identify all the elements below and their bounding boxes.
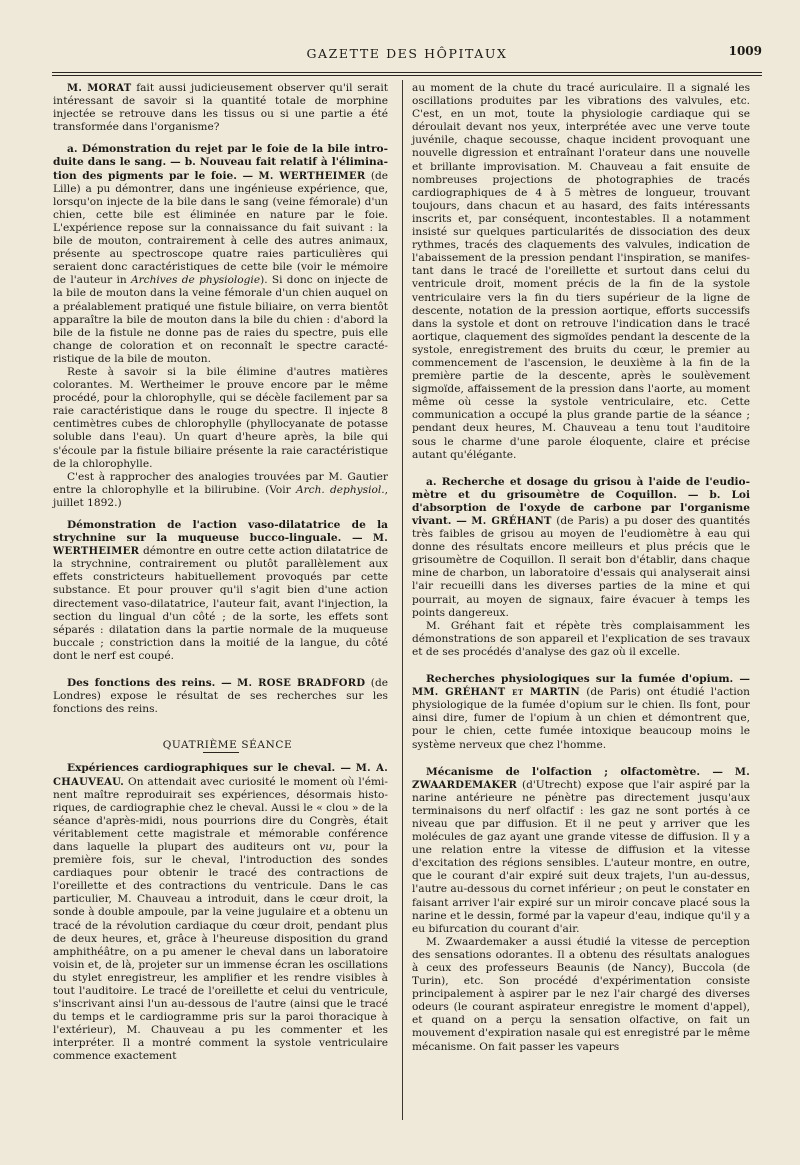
- section-heading: Mécanisme de l'olfaction ; olfactomètre. —: [426, 765, 723, 778]
- author-name: M. GRÉHANT: [471, 516, 552, 527]
- paragraph-zwaardemaker-perception: M. Zwaardemaker a aussi étudié la vitesse de perception des sensations odorantes. Il a obtenu des résultats analogues à ceux des professeurs Beaunis (de Nancy), Buccola (de Turin), etc. Son procédé d'expérimentation consiste principalement à aspirer par le nez l'air chargé des diverses odeurs (le courant aspirateur enregistre le moment d'appel), et quand on a perçu la sensation olfactive, on fait un mouvement d'expiration nasale qui est enregistré par le même mécanisme. On fait passer les vapeurs: [412, 935, 750, 1053]
- paragraph-grisou: a. Recherche et dosage du grisou à l'aide de l'eudiomètre et du grisoumètre de Coquillon. — b. Loi d'absorption de l'oxyde de carbone par l'organisme vivant. — M. GRÉHANT (de Paris) a pu doser des quantités très faibles de grisou au moyen de l'eudiomètre à eau qui donne des résultats encore meilleurs et plus précis que le grisoumètre de Coquillon. Il serait bon d'établir, dans chaque mine de charbon, un laboratoire d'essais qui analyserait ainsi l'air recueilli dans les diverses parties de la mine et qui pourrait, au moyen de signaux, faire évacuer à temps les points dangereux.: [412, 475, 751, 619]
- paragraph-grehant-demonstrations: M. Gréhant fait et répète très complaisamment les démonstrations de son appareil et l'explication de ses travaux et de ses procédés d'analyse des gaz où il excelle.: [412, 619, 750, 658]
- page-number: 1009: [728, 44, 762, 58]
- journal-reference: Arch. dephysiol.: [295, 483, 385, 496]
- author-name: M. ROSE BRADFORD: [237, 678, 366, 690]
- author-name: M. A. CHAUVEAU.: [53, 763, 389, 788]
- paragraph-chauveau-continued: au moment de la chute du tracé auriculaire. Il a signalé les oscillations produites par les vibrations des valvules, etc. C'est, en un mot, toute la physiologie cardiaque qui se déroulait devant nos yeux, interprétée avec une verve toute juvénile, chaque secousse, chaque incident provoquant une nouvelle digression et entraînant l'orateur dans une nouvelle et brillante improvisation. M. Chauveau a fait ensuite de nombreuses projections de photographies de tracés cardiographiques de 4 à 5 mètres de longueur, trouvant toujours, dans chacun et au hasard, des faits intéressants inscrits et, par conséquent, incontestables. Il a notamment insisté sur quelques particularités de dissociation des deux rythmes, tracés des claquements des valvules, indication de l'abaissement de la pression pendant l'inspiration, se manifestant dans le tracé de l'oreillette et surtout dans celui du ventricule droit, moment précis de la fin de la systole ventriculaire vers la fin du tiers supérieur de la ligne de descente, notation de la pression aortique, efforts successifs dans la systole et dont on retrouve l'indication dans le tracé aortique, claquement des sigmoïdes pendant la descente de la systole, enregistrement des bruits du cœur, le premier au commencement de l'ascension, le deuxième à la fin de la première partie de la descente, après le soulèvement sigmoïde, affaissement de la pression dans l'aorte, au moment même où cesse la systole ventriculaire, etc. Cette communication a occupé la plus grande partie de la séance ; pendant deux heures, M. Chauveau a tenu tout l'auditoire sous le charme d'une parole éloquente, claire et précise autant qu'élégante.: [412, 82, 750, 461]
- section-heading: Recherches physiologiques sur la fumée d'opium. —: [426, 673, 750, 686]
- section-heading: Des fonctions des reins. —: [67, 677, 232, 690]
- paragraph-morat: M. MORAT fait aussi judicieusement observer qu'il serait intéressant de savoir si la quantité totale de morphine injectée se retrouve dans les tissus ou si une partie a été transformée dans l'organisme?: [53, 82, 388, 134]
- journal-reference: Archives de physiologie: [130, 274, 261, 287]
- paragraph-chlorophylle: Reste à savoir si la bile élimine d'autres matières colorantes. M. Wertheimer le prouve encore par le même procédé, pour la chlorophylle, qui se décèle facilement par sa raie caractéristique dans le rouge du spectre. Il injecte 8 centimètres cubes de chlorophylle (phyllocyanate de potasse soluble dans l'eau). Un quart d'heure après, la bile qui s'écoule par la fistule biliaire présente la raie caractéristique de la chlorophylle.: [53, 365, 388, 470]
- left-column: [53, 82, 388, 1064]
- section-heading: Expériences cardiographiques sur le cheval. —: [67, 762, 351, 775]
- paragraph-strychnine: Démonstration de l'action vaso-dilatatrice de la strychnine sur la muqueuse bucco-linguale. — M. WERTHEIMER démontre en outre cette action dilatatrice de la strychnine, contrairement ou plutôt parallèlement aux effets constricteurs habituellement provoqués par cette substance. Et pour prouver qu'il s'agit bien d'une action directement vaso-dilatatrice, l'auteur fait, avant l'injection, la section du lingual d'un côté ; de la sorte, les effets sont séparés : dilatation dans la partie normale de la muqueuse buccale ; constriction dans la moitié de la langue, du côté dont le nerf est coupé.: [53, 519, 388, 662]
- seance-heading: QUATRIÈME SÉANCE: [162, 739, 293, 752]
- column-divider: [402, 80, 403, 1120]
- paragraph-opium: Recherches physiologiques sur la fumée d'opium. — MM. GRÉHANT et MARTIN (de Paris) ont étudié l'action physiologique de la fumée d'opium sur le chien. Ils font, pour ainsi dire, fumer de l'opium à un chien et démontrent que, pour le chien, cette fumée intoxique beaucoup moins le système nerveux que chez l'homme.: [412, 673, 750, 751]
- header-rule-double: [52, 75, 762, 76]
- author-name: M. ZWAARDEMAKER: [412, 766, 750, 791]
- page-header: [52, 38, 762, 68]
- emphasis: vu: [319, 840, 333, 853]
- paragraph-gautier: C'est à rapprocher des analogies trouvées par M. Gautier entre la chlorophylle et la bilirubine. (Voir Arch. dephysiol., juillet 1892.): [53, 470, 388, 509]
- right-column: [412, 82, 750, 1054]
- paragraph-reins: Des fonctions des reins. — M. ROSE BRADFORD (de Londres) expose le résultat de ses recherches sur les fonctions des reins.: [53, 677, 388, 716]
- header-rule: [52, 72, 762, 73]
- running-title: GAZETTE DES HÔPITAUX: [306, 46, 508, 61]
- author-name: MM. GRÉHANT et MARTIN: [412, 687, 580, 699]
- paragraph-olfaction: Mécanisme de l'olfaction ; olfactomètre. — M. ZWAARDEMAKER (d'Utrecht) expose que l'air aspiré par la narine antérieure ne pénètre pas directement jusqu'aux terminaisons du nerf olfactif : les gaz ne sont portés à ce niveau que par diffusion. Et il ne peut y arriver que les molécules de gaz ayant une grande vitesse de diffusion. Il y a une relation entre la vitesse de diffusion et la vitesse d'excitation des régions sensibles. L'auteur montre, en outre, que le courant d'air expiré suit deux trajets, l'un au-dessus, l'autre au-dessous du cornet inférieur ; on peut le constater en faisant arriver l'air expiré sur un miroir concave placé sous la narine et le dessin, formé par la vapeur d'eau, indique qu'il y a eu bifurcation du courant d'air.: [412, 765, 750, 935]
- section-heading: Démonstration de l'action vaso-dilatatrice de la strychnine sur la muqueuse bucco-linguale. —: [53, 519, 388, 545]
- author-name: M. MORAT: [67, 83, 132, 94]
- section-heading: a. Recherche et dosage du grisou à l'aide de l'eudiomètre et du grisoumètre de Coquillon. — b. Loi d'absorption de l'oxyde de carbone par l'organisme vivant. —: [412, 475, 750, 527]
- paragraph-wertheimer-bile: a. Démonstration du rejet par le foie de la bile introduite dans le sang. — b. Nouveau fait relatif à l'élimination des pigments par le foie. — M. WERTHEIMER (de Lille) a pu démontrer, dans une ingénieuse expérience, que, lorsqu'on injecte de la bile dans le sang (veine fémorale) d'un chien, cette bile est éliminée en nature par le foie. L'expérience repose sur la connaissance du fait suivant : la bile de mouton, contrairement à celle des autres animaux, présente au spectroscope quatre raies particulières qui seraient donc caractéristiques de cette bile (voir le mémoire de l'auteur in Archives de physiologie). Si donc on injecte de la bile de mouton dans la veine fémorale d'un chien auquel on a préalablement pratiqué une fistule biliaire, on verra bientôt apparaître la bile de mouton dans la bile du chien : d'abord la bile de la fistule ne donne pas de raies du spectre, puis elle change de coloration et on reconnaît le spectre caractéristique de la bile de mouton.: [53, 143, 388, 365]
- author-name: M. WERTHEIMER: [258, 170, 366, 182]
- paragraph-chauveau: Expériences cardiographiques sur le cheval. — M. A. CHAUVEAU. On attendait avec curiosité le moment où l'éminent maître reproduirait ses expériences, désormais historiques, de cardiographie chez le cheval. Aussi le « clou » de la séance d'après-midi, nous pourrions dire du Congrès, était véritablement cette magistrale et mémorable conférence dans laquelle la plupart des auditeurs ont vu, pour la première fois, sur le cheval, l'introduction des sondes cardiaques pour obtenir le tracé des contractions de l'oreillette et des contractions du ventricule. Dans le cas particulier, M. Chauveau a introduit, dans le cœur droit, la sonde à double ampoule, par la veine jugulaire et a obtenu un tracé de la révolution cardiaque du cœur droit, pendant plus de deux heures, et, grâce à l'heureuse disposition du grand amphithéâtre, on a pu amener le cheval dans un laboratoire voisin et, de là, projeter sur un immense écran les oscillations du stylet enregistreur, les amplifier et les rendre visibles à tout l'auditoire. Le tracé de l'oreillette et celui du ventricule, s'inscrivant ainsi l'un au-dessous de l'autre (ainsi que le tracé du temps et le cardiogramme pris sur la paroi thoracique à l'extérieur), M. Chauveau a pu les commenter et les interpréter. Il a montré comment la systole ventriculaire commence exactement: [53, 762, 389, 1063]
- section-heading: a. Démonstration du rejet par le foie de la bile introduite dans le sang. — b. Nouveau fait relatif à l'élimination des pigments par le foie. —: [53, 143, 388, 182]
- author-name: M. WERTHEIMER: [53, 533, 388, 558]
